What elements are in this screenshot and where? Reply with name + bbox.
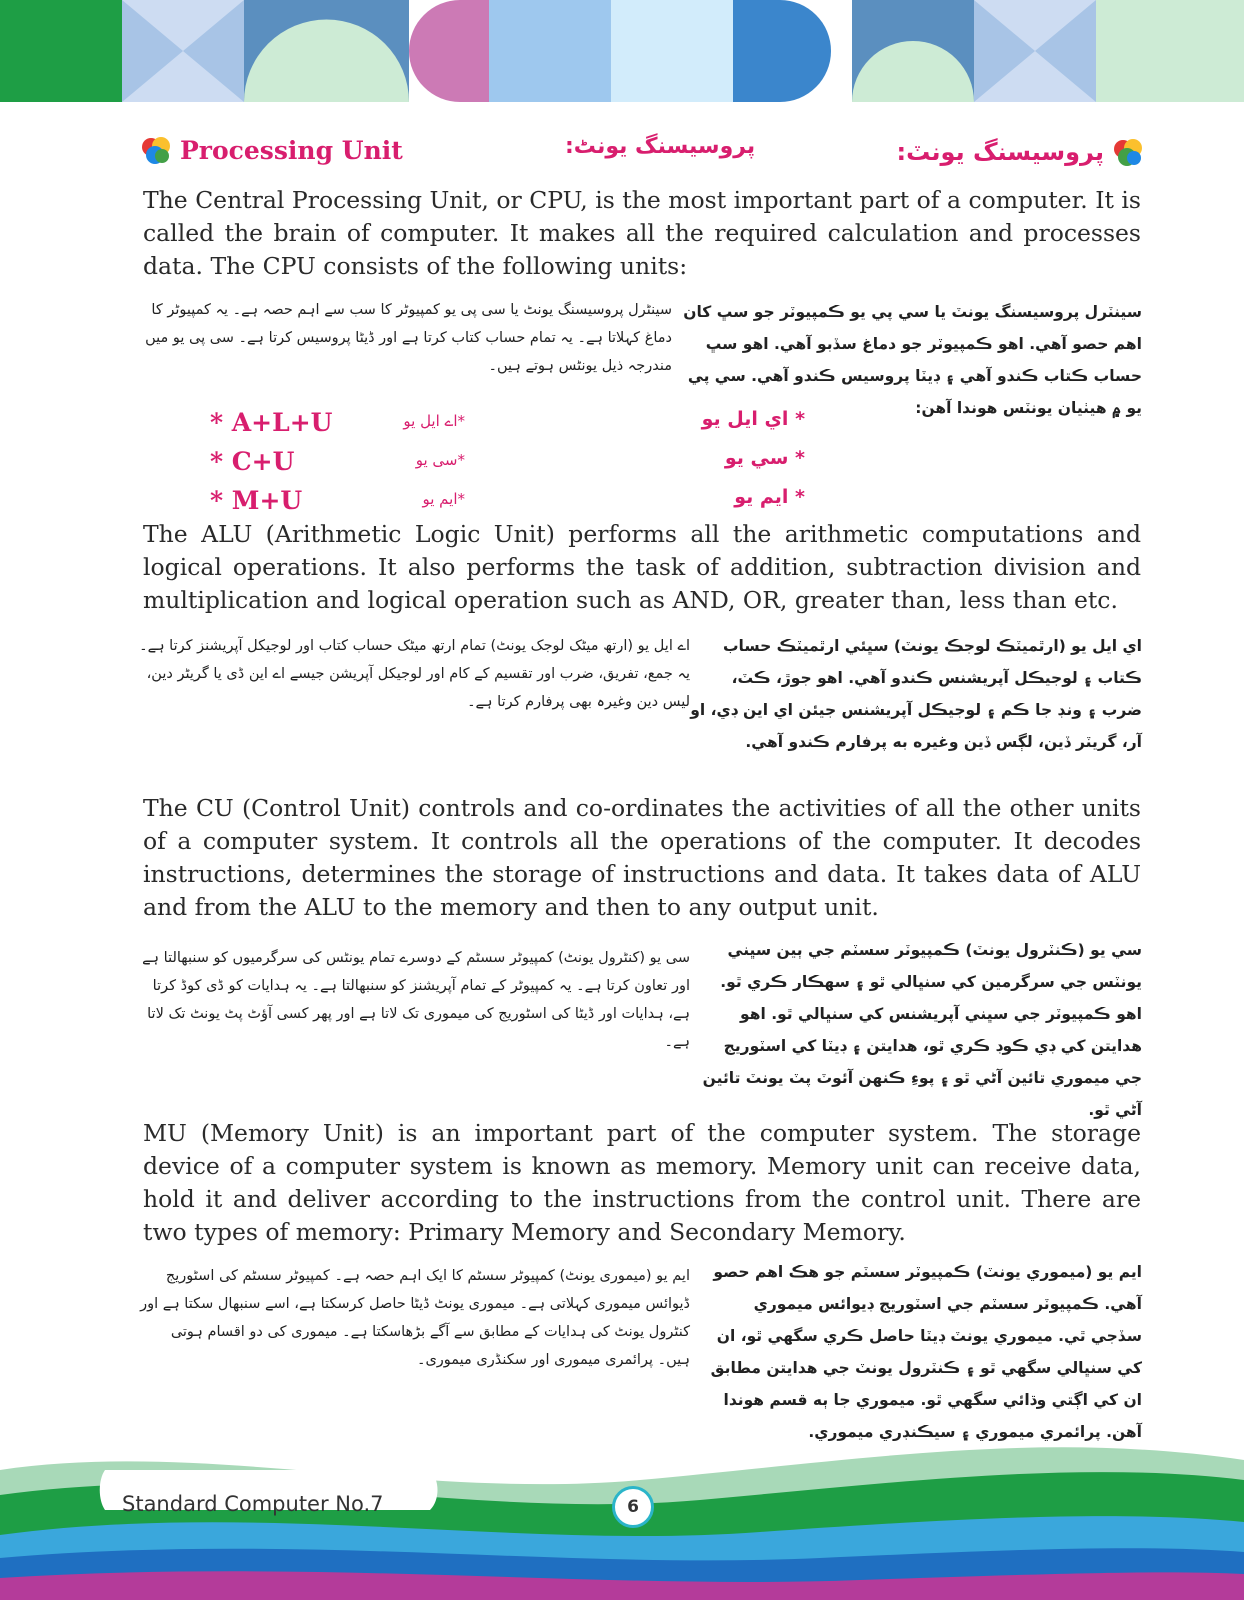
mu-english: MU (Memory Unit) is an important part of the computer system. The storage device of a computer system is known as memory. Memory unit can receive data, hold it and deliver according to the instructions from the control unit. There are two types of memory: Primary Memory and Secondary Memory. [143,1119,1141,1246]
alu-sindhi: اي ايل يو (ارٿميٽڪ لوجڪ يونٽ) سڀئي ارٿميٽڪ حساب ڪتاب ۽ لوجيڪل آپريشنس ڪندو آهي. اهو جوڙ، ڪٽ، ضرب ۽ ونڊ جا ڪم ۽ لوجيڪل آپريشنس جيئن اي اين ڊي، او آر، گريٽر ڏين، لڳس ڏين وغيره به پرفارم ڪندو آهي. [690,637,1142,751]
list-item [210,447,805,486]
color-blob-icon [1112,136,1144,168]
cu-sindhi: سي يو (ڪنٽرول يونٽ) ڪمپيوٽر سسٽم جي ٻين سڀني يونٽس جي سرگرمين کي سنڀالي ٿو ۽ سهڪار ڪري ٿو. اهو ڪمپيوٽر جي سڀني آپريشنس کي سنڀالي ٿو. اهو هدايتن کي ڊي ڪوڊ ڪري ٿو، هدايتن ۽ ڊيٽا کي اسٽوريج جي ميموري تائين آڻي ٿو ۽ پوءِ ڪنهن آئوٽ پٽ يونٽ تائين آڻي ٿو. [702,941,1142,1119]
intro-sindhi: سينٽرل پروسيسنگ يونٽ يا سي پي يو ڪمپيوٽر جو سڀ کان اهم حصو آهي. اهو ڪمپيوٽر جو دماغ سڏبو آهي. اهو سڀ حساب ڪتاب ڪندو آهي ۽ ڊيٽا پروسيس ڪندو آهي. سي پي يو ۾ هيٺيان يونٽس هوندا آهن: [683,303,1142,417]
footer-title: Standard Computer No.7 [122,1492,384,1516]
intro-urdu: سینٹرل پروسیسنگ یونٹ یا سی پی یو کمپیوٹر کا سب سے اہم حصہ ہے۔ یہ کمپیوٹر کا دماغ کہلاتا ہے۔ یہ تمام حساب کتاب کرتا ہے اور ڈیٹا پروسیس کرتا ہے۔ سی پی یو میں مندرجہ ذیل یونٹس ہوتے ہیں۔ [145,302,672,374]
list-item [210,408,805,447]
alu-english: The ALU (Arithmetic Logic Unit) performs all the arithmetic computations and logical operations. It also performs the task of addition, subtraction division and multiplication and logical operation such as AND, OR, greater than, less than etc. [143,520,1141,614]
unit-urdu: *سی یو [415,451,465,469]
unit-sindhi: * اي ايل يو [701,408,805,430]
unit-urdu: *اے ایل یو [403,412,465,430]
unit-urdu: *ایم یو [422,490,465,508]
mu-sindhi: ايم يو (ميموري يونٽ) ڪمپيوٽر سسٽم جو هڪ اهم حصو آهي. ڪمپيوٽر سسٽم جي اسٽوريج ڊيوائس ميموري سڏجي ٿي. ميموري يونٽ ڊيٽا حاصل ڪري سگهي ٿو، ان کي سنڀالي سگهي ٿو ۽ ڪنٽرول يونٽ جي هدايتن مطابق ان کي اڳتي وڌائي سگهي ٿو. ميموري جا ٻه قسم هوندا آهن. پرائمري ميموري ۽ سيڪنڊري ميموري. [710,1263,1142,1441]
page-number: 6 [612,1486,654,1528]
unit-english: * A+L+U [210,408,333,437]
color-blob-icon [140,134,172,166]
unit-sindhi: * سي يو [724,447,805,469]
heading-urdu: پروسیسنگ یونٹ: [565,134,756,159]
heading-english [140,134,403,166]
alu-urdu: اے ایل یو (ارتھ میٹک لوجک یونٹ) تمام ارتھ میٹک حساب کتاب اور لوجیکل آپریشنز کرتا ہے۔ یہ جمع، تفریق، ضرب اور تقسیم کے کام اور لوجیکل آپریشن جیسے اے این ڈی یا گریٹر دین، لیس دین وغیرہ بھی پرفارم کرتا ہے۔ [139,638,690,710]
unit-english: * M+U [210,486,303,515]
cpu-units-list [210,408,805,525]
intro-english: The Central Processing Unit, or CPU, is the most important part of a computer. It is called the brain of computer. It makes all the required calculation and processes data. The CPU consists of the following units: [143,186,1141,280]
mu-urdu: ایم یو (میموری یونٹ) کمپیوٹر سسٹم کا ایک اہم حصہ ہے۔ کمپیوٹر سسٹم کی اسٹوریج ڈیوائس میموری کہلاتی ہے۔ میموری یونٹ ڈیٹا حاصل کرسکتا ہے، اسے سنبھال سکتا ہے اور کنٹرول یونٹ کی ہدایات کے مطابق سے آگے بڑھاسکتا ہے۔ میموری کی دو اقسام ہوتی ہیں۔ پرائمری میموری اور سکنڈری میموری۔ [140,1268,690,1368]
unit-sindhi: * ايم يو [734,486,805,508]
cu-english: The CU (Control Unit) controls and co-ordinates the activities of all the other units of a computer system. It controls all the operations of the computer. It decodes instructions, determines the storage of instructions and data. It takes data of ALU and from the ALU to the memory and then to any output unit. [143,794,1141,921]
top-banner [0,0,1244,102]
heading-english-text: Processing Unit [180,135,403,165]
heading-sindhi [897,136,1144,168]
heading-row [140,128,1144,174]
cu-urdu: سی یو (کنٹرول یونٹ) کمپیوٹر سسٹم کے دوسرے تمام یونٹس کی سرگرمیوں کو سنبھالتا ہے اور تعاون کرتا ہے۔ یہ کمپیوٹر کے تمام آپریشنز کو سنبھالتا ہے۔ یہ ہدایات کو ڈی کوڈ کرتا ہے، ہدایات اور ڈیٹا کی اسٹوریج کی میموری تک لاتا ہے اور پھر کسی آؤٹ پٹ یونٹ تک لاتا ہے۔ [142,950,690,1050]
heading-sindhi-text: پروسيسنگ يونٽ: [896,138,1104,166]
unit-english: * C+U [210,447,295,476]
